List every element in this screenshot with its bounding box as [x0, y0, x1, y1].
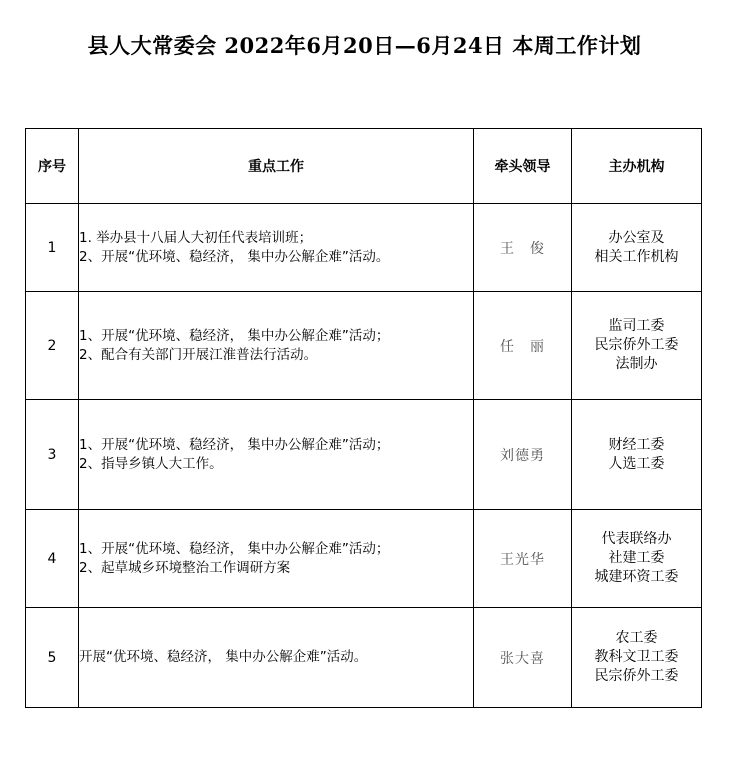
organizer-line: 人选工委: [608, 455, 665, 472]
key-work-cell: [79, 400, 474, 510]
table-row: [26, 292, 702, 400]
organizer-line: 监司工委: [608, 318, 665, 334]
lead-cell: 任 丽: [474, 292, 572, 400]
organizer-line: 社建工委: [608, 550, 665, 566]
task-line: 2、开展“优环境、稳经济， 集中办公解企难”活动。: [79, 248, 390, 265]
key-work-cell: [79, 608, 474, 708]
work-plan-table: [25, 128, 702, 708]
organizer-cell: [572, 204, 702, 292]
organizer-line: 民宗侨外工委: [594, 668, 679, 684]
organizer-line: 城建环资工委: [594, 569, 679, 585]
organizer-line: 法制办: [615, 356, 658, 372]
organizer-cell: [572, 292, 702, 400]
key-work-cell: [79, 204, 474, 292]
row-number: 2: [26, 292, 79, 400]
column-header-lead: 牵头领导: [474, 129, 572, 204]
organizer-line: 代表联络办: [601, 531, 672, 547]
column-header-key-work: 重点工作: [79, 129, 474, 204]
organizer-line: 财经工委: [608, 436, 665, 453]
organizer-cell: [572, 608, 702, 708]
lead-cell: 刘德勇: [474, 400, 572, 510]
task-line: 2、配合有关部门开展江淮普法行活动。: [79, 346, 318, 363]
task-line: 2、起草城乡环境整治工作调研方案: [79, 559, 291, 576]
task-line: 1、开展“优环境、稳经济， 集中办公解企难”活动；: [79, 540, 390, 557]
task-line: 1、开展“优环境、稳经济， 集中办公解企难”活动；: [79, 327, 390, 344]
row-number: 1: [26, 204, 79, 292]
row-number: 4: [26, 510, 79, 608]
task-line: 开展“优环境、稳经济， 集中办公解企难”活动。: [79, 649, 368, 665]
organizer-line: 教科文卫工委: [594, 649, 679, 665]
table-header-row: [26, 129, 702, 204]
table-row: [26, 510, 702, 608]
page-title: 县人大常委会 2022年6月20日—6月24日 本周工作计划: [87, 33, 642, 58]
organizer-line: 办公室及: [608, 229, 665, 246]
key-work-cell: [79, 292, 474, 400]
row-number: 3: [26, 400, 79, 510]
task-line: 2、指导乡镇人大工作。: [79, 455, 223, 472]
organizer-line: 民宗侨外工委: [594, 337, 679, 353]
task-line: 1. 举办县十八届人大初任代表培训班；: [79, 229, 313, 246]
row-number: 5: [26, 608, 79, 708]
lead-cell: 王 俊: [474, 204, 572, 292]
organizer-cell: [572, 400, 702, 510]
lead-cell: 张大喜: [474, 608, 572, 708]
organizer-cell: [572, 510, 702, 608]
table-row: [26, 400, 702, 510]
column-header-number: 序号: [26, 129, 79, 204]
table-row: [26, 608, 702, 708]
column-header-organizer: 主办机构: [572, 129, 702, 204]
lead-cell: 王光华: [474, 510, 572, 608]
key-work-cell: [79, 510, 474, 608]
organizer-line: 相关工作机构: [594, 248, 679, 265]
organizer-line: 农工委: [615, 630, 658, 646]
task-line: 1、开展“优环境、稳经济， 集中办公解企难”活动；: [79, 436, 390, 453]
table-row: [26, 204, 702, 292]
